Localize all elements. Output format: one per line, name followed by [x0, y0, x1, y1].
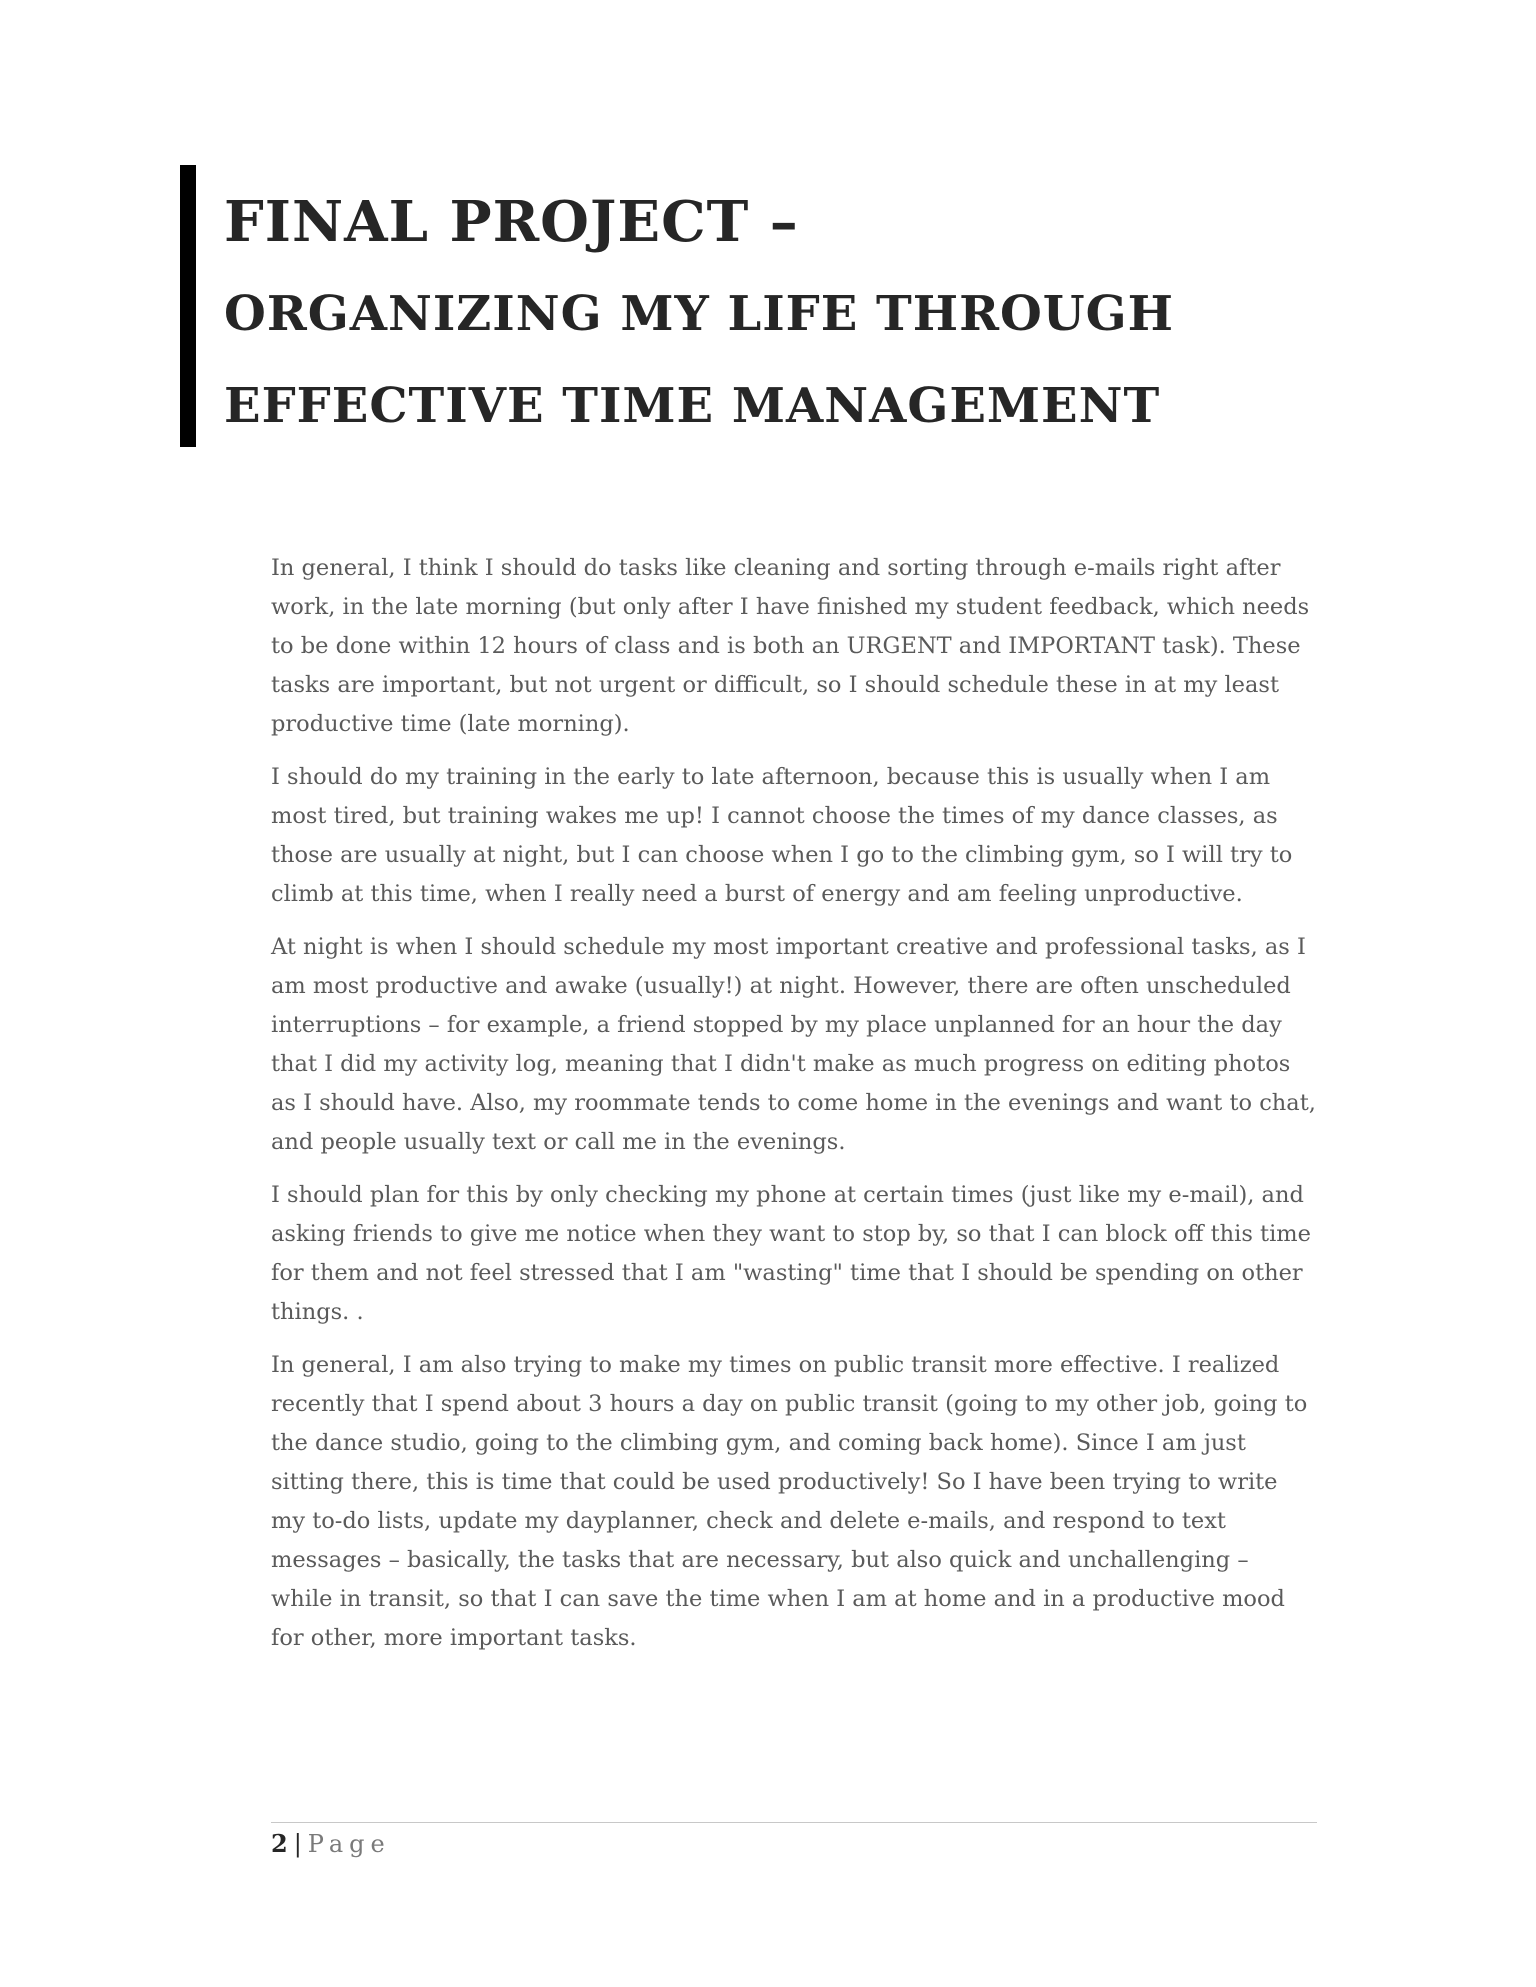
- title-accent-bar: [180, 165, 196, 447]
- page-label: Page: [307, 1830, 391, 1858]
- footer-separator: |: [293, 1830, 302, 1858]
- document-title: [224, 176, 1324, 452]
- title-line-2: ORGANIZING MY LIFE THROUGH: [224, 286, 1174, 342]
- paragraph-2: I should do my training in the early to late afternoon, because this is usually when I am most tired, but training wakes me up! I cannot choose the times of my dance classes, as those are usually at night, but I can choose when I go to the climbing gym, so I will try to climb at this time, when I really need a burst of energy and am feeling unproductive.: [271, 764, 1293, 907]
- paragraph-5: In general, I am also trying to make my times on public transit more effective. I realized recently that I spend about 3 hours a day on public transit (going to my other job, going to the dance studio, going to the climbing gym, and coming back home). Since I am just sitting there, this is time that could be used productively! So I have been trying to write my to-do lists, update my dayplanner, check and delete e-mails, and respond to text messages – basically, the tasks that are necessary, but also quick and unchallenging – while in transit, so that I can save the time when I am at home and in a productive mood for other, more important tasks.: [271, 1352, 1308, 1651]
- page-footer: [271, 1826, 391, 1862]
- paragraph-4: I should plan for this by only checking my phone at certain times (just like my e-mail), and asking friends to give me notice when they want to stop by, so that I can block off this time for them and not feel stressed that I am "wasting" time that I should be spending on other things. .: [271, 1182, 1311, 1325]
- title-line-1: FINAL PROJECT –: [224, 189, 799, 255]
- page-number: 2: [271, 1829, 288, 1858]
- paragraph-3: At night is when I should schedule my most important creative and professional tasks, as I am most productive and awake (usually!) at night. However, there are often unscheduled interruptions – for example, a friend stopped by my place unplanned for an hour the day that I did my activity log, meaning that I didn't make as much progress on editing photos as I should have. Also, my roommate tends to come home in the evenings and want to chat, and people usually text or call me in the evenings.: [271, 934, 1316, 1155]
- footer-divider: [271, 1822, 1317, 1823]
- paragraph-1: In general, I think I should do tasks like cleaning and sorting through e-mails right after work, in the late morning (but only after I have finished my student feedback, which needs to be done within 12 hours of class and is both an URGENT and IMPORTANT task). These tasks are important, but not urgent or difficult, so I should schedule these in at my least productive time (late morning).: [271, 555, 1310, 737]
- document-body: [271, 549, 1317, 1672]
- title-line-3: EFFECTIVE TIME MANAGEMENT: [224, 378, 1161, 434]
